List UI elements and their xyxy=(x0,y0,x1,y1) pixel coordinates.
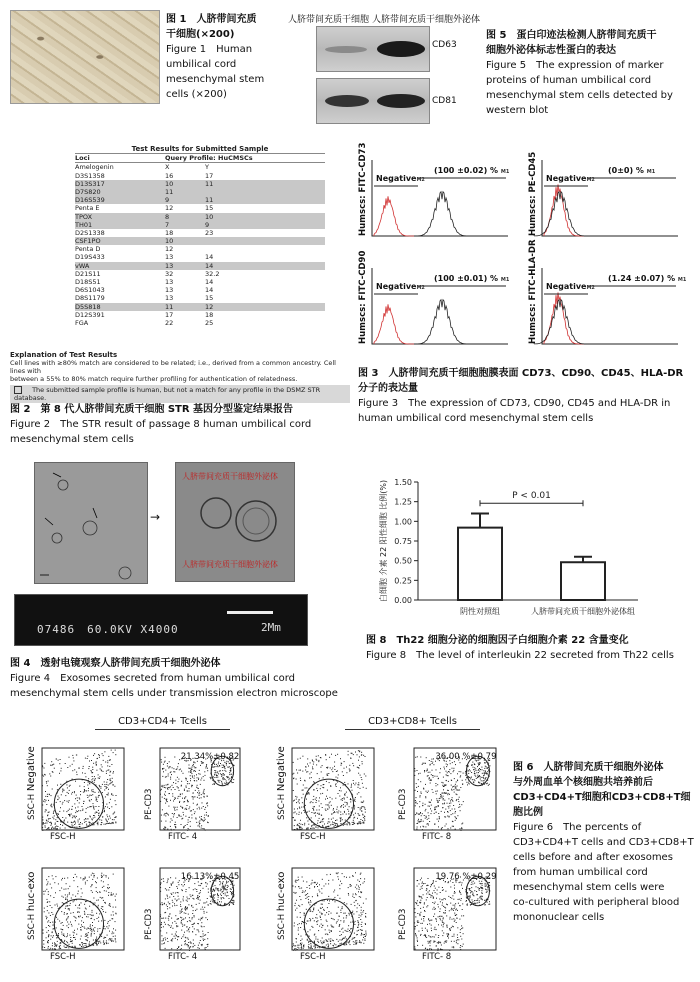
str-cell-locus: D8S1179 xyxy=(75,294,105,303)
facs-plot xyxy=(384,860,502,968)
tem-label-top: 人脐带间充质干细胞外泌体 xyxy=(182,472,278,481)
histogram-panel xyxy=(358,250,518,358)
facs-xlabel: FITC- 4 xyxy=(168,952,198,962)
str-cell-locus: Penta D xyxy=(75,245,101,254)
str-cell-a: 18 xyxy=(165,228,174,237)
str-cell-locus: D12S391 xyxy=(75,310,105,319)
str-cell-b: 25 xyxy=(205,318,214,327)
str-cell-a: 22 xyxy=(165,318,174,327)
str-col-profile: Query Profile: HuCMSCs xyxy=(165,154,253,163)
str-row xyxy=(75,262,325,270)
str-cell-a: 10 xyxy=(165,237,174,246)
histogram-ylabel: Humscs: FITC-HLA-DR xyxy=(528,239,538,344)
facs-ylabel: SSC-H Negative xyxy=(276,746,287,820)
facs-dots xyxy=(42,750,117,831)
negative-label: NegativeM2 xyxy=(546,282,595,291)
facs-dots xyxy=(160,876,235,951)
str-cell-a: 13 xyxy=(165,278,174,287)
str-row xyxy=(75,303,325,311)
str-row xyxy=(75,229,325,237)
str-cell-locus: D6S1043 xyxy=(75,286,105,295)
bar xyxy=(458,528,502,600)
str-cell-locus: CSF1PO xyxy=(75,237,101,246)
str-cell-locus: D16S539 xyxy=(75,196,105,205)
str-cell-b: 14 xyxy=(205,278,214,287)
histogram-panel xyxy=(528,150,688,250)
str-row xyxy=(75,270,325,278)
str-cell-b: 14 xyxy=(205,253,214,262)
str-row xyxy=(75,221,325,229)
facs-gate-value: 19.76 %±0.29 xyxy=(435,872,497,882)
facs-dots xyxy=(160,756,235,831)
str-cell-b: 15 xyxy=(205,204,214,213)
str-cell-b: 14 xyxy=(205,261,214,270)
str-cell-b: 18 xyxy=(205,310,214,319)
str-row xyxy=(75,319,325,327)
facs-plot xyxy=(384,740,502,848)
fig4-caption: 图 4 透射电镜观察人脐带间充质干细胞外泌体 Figure 4 Exosomes secreted from human umbilical cord mesenchymal stem cells under transmission electron microscope xyxy=(10,658,338,699)
fig5-row-label-cd63: CD63 xyxy=(432,40,457,50)
y-tick-label: 1.25 xyxy=(394,497,412,507)
facs-gate-value: 21.34%±0.82 xyxy=(180,752,240,762)
str-cell-locus: Penta E xyxy=(75,204,100,213)
histogram-ylabel: Humscs: FITC-CD73 xyxy=(358,142,368,236)
str-cell-locus: D21S11 xyxy=(75,269,101,278)
y-tick-label: 0.25 xyxy=(394,576,412,586)
str-row xyxy=(75,180,325,188)
positive-value: (100 ±0.02) % M1 xyxy=(434,166,510,175)
facs-ylabel: SSC-H huc-exo xyxy=(276,871,287,940)
str-cell-locus: D19S433 xyxy=(75,253,105,262)
tem-zoom xyxy=(175,462,295,582)
facs-xlabel: FITC- 8 xyxy=(422,832,452,842)
str-cell-a: 13 xyxy=(165,294,174,303)
facs-ylabel: SSC-H Negative xyxy=(26,746,37,820)
str-row xyxy=(75,237,325,245)
str-cell-a: 7 xyxy=(165,220,170,229)
facs-plot xyxy=(130,860,246,968)
str-cell-b xyxy=(205,237,325,245)
str-cell-b: 11 xyxy=(205,196,214,205)
str-cell-b xyxy=(205,188,325,196)
str-col-loci: Loci xyxy=(75,154,90,163)
histogram-ylabel: Humscs: PE-CD45 xyxy=(528,151,538,236)
str-cell-a: 32 xyxy=(165,269,174,278)
str-cell-locus: D18S51 xyxy=(75,278,101,287)
histogram-plot xyxy=(528,150,688,250)
positive-value: (100 ±0.01) % M1 xyxy=(434,274,510,283)
histogram-panel xyxy=(358,142,518,250)
str-cell-a: 9 xyxy=(165,196,170,205)
histogram-plot xyxy=(528,258,688,358)
positive-value: (0±0) % M1 xyxy=(608,166,656,175)
fig6-caption: 图 6 人脐带间充质干细胞外泌体 与外周血单个核细胞共培养前后 CD3+CD4+T细胞和CD3+CD8+T细 胞比例 Figure 6 The percents of CD3+CD4+T cells and CD3+CD8+T cells before and after exosomes from human umbilical cord mesenchymal stem cells were co-cultured with peripheral blood mononuclear cells xyxy=(513,762,694,923)
fig5-row-label-cd81: CD81 xyxy=(432,96,457,106)
str-row xyxy=(75,253,325,261)
str-cell-locus: D3S1358 xyxy=(75,171,105,180)
str-cell-locus: vWA xyxy=(75,261,90,270)
negative-label: NegativeM2 xyxy=(546,174,595,183)
negative-curve xyxy=(374,304,414,344)
str-cell-b: 12 xyxy=(205,302,214,311)
x-tick-label: 人脐带间充质干细胞外泌体组 xyxy=(531,607,635,616)
facs-dots xyxy=(42,873,117,950)
str-cell-a: 13 xyxy=(165,253,174,262)
y-axis-label: 白细胞 介素 22 阳性细胞 比例(%) xyxy=(379,479,388,603)
y-tick-label: 0.00 xyxy=(394,596,412,605)
facs-plot xyxy=(262,740,380,848)
str-row xyxy=(75,245,325,253)
facs-plot xyxy=(130,740,246,848)
fig5-col-label-2: 人脐带间充质干细胞外泌体 xyxy=(372,15,481,25)
str-cell-b: 10 xyxy=(205,212,214,221)
str-row xyxy=(75,311,325,319)
str-cell-b: 23 xyxy=(205,228,214,237)
str-explanation: Explanation of Test Results Cell lines with ≥80% match are considered to be related; i.e., derived from a common ancestry. Cell lines with between a 55% to 80% match require further profiling for authentication of relatedness. The submitted sample profile is human, but not a match for any profile in the DSMZ STR database. xyxy=(10,351,350,403)
facs-frame xyxy=(42,748,124,830)
facs-gate xyxy=(54,779,103,828)
str-cell-b xyxy=(205,245,325,253)
sample-curve xyxy=(416,300,468,344)
str-cell-b: 32.2 xyxy=(205,269,220,278)
checkbox-icon xyxy=(14,386,22,394)
facs-plot xyxy=(262,860,380,968)
positive-value: (1.24 ±0.07) % M1 xyxy=(608,274,687,283)
str-cell-a: 8 xyxy=(165,212,170,221)
str-table xyxy=(75,145,325,327)
facs-ylabel: PE-CD3 xyxy=(398,788,408,820)
str-cell-b: 14 xyxy=(205,286,214,295)
str-cell-locus: Amelogenin xyxy=(75,163,114,172)
str-cell-locus: TH01 xyxy=(75,220,93,229)
str-cell-a: 12 xyxy=(165,245,174,254)
str-row xyxy=(75,278,325,286)
arrow-right-icon: → xyxy=(150,510,161,524)
facs-gate xyxy=(304,899,353,948)
tem-info-bar xyxy=(14,594,308,646)
str-row xyxy=(75,286,325,294)
str-cell-a: 17 xyxy=(165,310,174,319)
facs-dots xyxy=(414,876,490,951)
histogram-ylabel: Humscs: FITC-CD90 xyxy=(358,250,368,344)
fig6-group-right: CD3+CD8+ Tcells xyxy=(345,716,480,730)
str-cell-locus: TPOX xyxy=(75,212,93,221)
facs-xlabel: FITC- 8 xyxy=(422,952,452,962)
facs-ylabel: PE-CD3 xyxy=(398,908,408,940)
negative-curve xyxy=(544,292,584,344)
facs-ylabel: PE-CD3 xyxy=(144,908,154,940)
negative-label: NegativeM2 xyxy=(376,174,425,183)
western-blot-cd81 xyxy=(316,78,430,124)
y-tick-label: 0.75 xyxy=(394,537,412,546)
facs-dots xyxy=(292,750,366,830)
str-cell-a: 13 xyxy=(165,286,174,295)
fig1-caption: 图 1 人脐带间充质 干细胞(×200) Figure 1 Human umbilical cord mesenchymal stem cells (×200) xyxy=(166,14,265,100)
sample-curve xyxy=(416,192,468,236)
tem-info-text: 07486 60.0KV X4000 xyxy=(37,623,179,636)
str-cell-b: 9 xyxy=(205,220,210,229)
str-row xyxy=(75,163,325,171)
str-cell-a: 11 xyxy=(165,187,174,196)
significance-label: P < 0.01 xyxy=(512,491,551,502)
str-cell-a: 12 xyxy=(165,204,174,213)
bar xyxy=(561,562,605,600)
fig8-caption: 图 8 Th22 细胞分泌的细胞因子白细胞介素 22 含量变化 Figure 8 The level of interleukin 22 secreted from Th22 cells xyxy=(366,635,674,661)
facs-xlabel: FSC-H xyxy=(50,832,76,842)
facs-plot xyxy=(12,860,130,968)
facs-ylabel: SSC-H huc-exo xyxy=(26,871,37,940)
histogram-plot xyxy=(358,150,518,250)
str-row xyxy=(75,188,325,196)
tem-label-bottom: 人脐带间充质干细胞外泌体 xyxy=(182,560,278,569)
x-tick-label: 阴性对照组 xyxy=(460,607,500,616)
str-cell-locus: D7S820 xyxy=(75,187,101,196)
facs-xlabel: FSC-H xyxy=(50,952,76,962)
fig6-group-left: CD3+CD4+ Tcells xyxy=(95,716,230,730)
str-cell-a: 11 xyxy=(165,302,174,311)
facs-dots xyxy=(414,756,490,831)
str-cell-locus: D5S818 xyxy=(75,302,101,311)
facs-ylabel: PE-CD3 xyxy=(144,788,154,820)
str-cell-a: 16 xyxy=(165,171,174,180)
str-cell-a: X xyxy=(165,163,170,172)
str-row xyxy=(75,172,325,180)
facs-gate-value: 36.00 %±0.79 xyxy=(435,752,497,762)
str-cell-a: 10 xyxy=(165,179,174,188)
str-row xyxy=(75,294,325,302)
facs-gate-value: 16.13%±0.45 xyxy=(180,872,240,882)
facs-dots xyxy=(292,872,367,951)
cell-micrograph xyxy=(10,10,160,104)
str-row xyxy=(75,213,325,221)
il22-bar-chart xyxy=(366,472,666,632)
tem-scale-bar xyxy=(227,611,273,614)
str-cell-a: 13 xyxy=(165,261,174,270)
fig5-caption: 图 5 蛋白印迹法检测人脐带间充质干 细胞外泌体标志性蛋白的表达 Figure 5 The expression of marker proteins of human umbilical cord mesenchymal stem cells detected by western blot xyxy=(486,30,673,116)
str-cell-locus: FGA xyxy=(75,318,89,327)
str-cell-locus: D13S317 xyxy=(75,179,105,188)
negative-curve xyxy=(374,196,414,236)
str-cell-locus: D2S1338 xyxy=(75,228,105,237)
str-cell-b: 17 xyxy=(205,171,214,180)
facs-xlabel: FSC-H xyxy=(300,952,326,962)
tem-overview xyxy=(34,462,148,584)
facs-gate xyxy=(304,779,353,828)
fig5-col-label-1: 人脐带间充质干细胞 xyxy=(288,15,370,25)
negative-label: NegativeM2 xyxy=(376,282,425,291)
y-tick-label: 1.50 xyxy=(394,478,412,487)
histogram-panel xyxy=(528,239,688,358)
str-cell-b: 15 xyxy=(205,294,214,303)
facs-xlabel: FSC-H xyxy=(300,832,326,842)
facs-xlabel: FITC- 4 xyxy=(168,832,198,842)
fig2-caption: 图 2 第 8 代人脐带间充质干细胞 STR 基因分型鉴定结果报告 Figure 2 The STR result of passage 8 human umbilical cord mesenchymal stem cells xyxy=(10,404,312,445)
western-blot-cd63 xyxy=(316,26,430,72)
histogram-plot xyxy=(358,258,518,358)
fig3-caption: 图 3 人脐带间充质干细胞胞膜表面 CD73、CD90、CD45、HLA-DR 分子的表达量 Figure 3 The expression of CD73, CD90, CD45 and HLA-DR in human umbilical cord mesenchymal stem cells xyxy=(358,368,684,424)
negative-curve xyxy=(544,184,584,236)
str-table-title: Test Results for Submitted Sample xyxy=(75,145,325,154)
str-row xyxy=(75,196,325,204)
str-row xyxy=(75,204,325,212)
str-cell-b: 11 xyxy=(205,179,214,188)
y-tick-label: 0.50 xyxy=(394,556,412,566)
y-tick-label: 1.00 xyxy=(394,517,412,527)
str-cell-b: Y xyxy=(205,163,209,172)
tem-scale-text: 2Mm xyxy=(261,621,281,634)
facs-plot xyxy=(12,740,130,848)
